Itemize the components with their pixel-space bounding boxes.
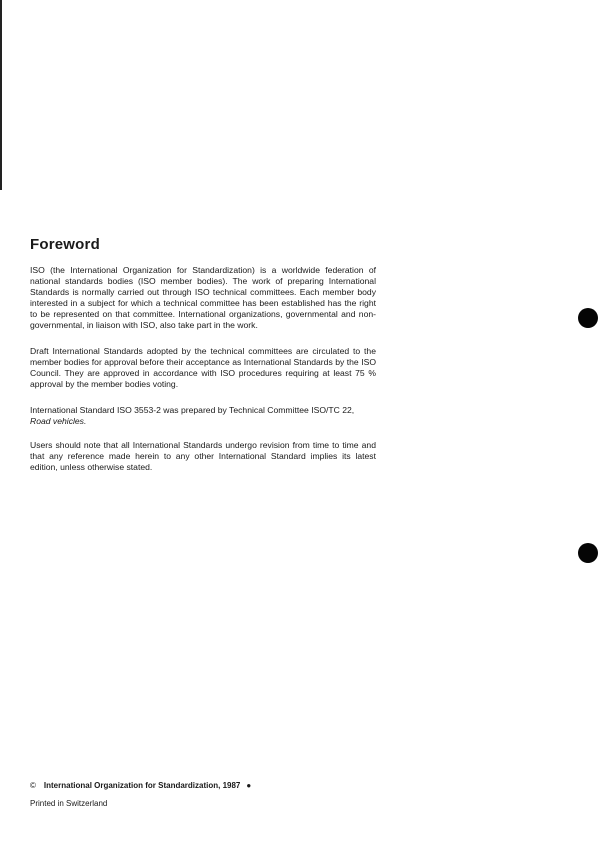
foreword-heading: Foreword xyxy=(30,236,100,253)
foreword-paragraph-2: Draft International Standards adopted by the technical committees are circulated to the member bodies for approval before their acceptance as International Standards by the ISO Council. They are approved in accordance with ISO procedures requiring at least 75 % approval by the member bodies voting. xyxy=(30,346,376,389)
printed-in-text: Printed in Switzerland xyxy=(30,799,108,808)
foreword-paragraph-3 xyxy=(30,405,376,427)
bullet-icon: ● xyxy=(246,781,252,790)
copyright-line xyxy=(30,781,251,790)
page-edge-line xyxy=(0,0,2,190)
punch-hole-icon xyxy=(578,308,598,328)
punch-hole-icon xyxy=(578,543,598,563)
paragraph-3-committee-name: Road vehicles. xyxy=(30,416,87,426)
copyright-text: International Organization for Standardization, 1987 xyxy=(43,781,241,790)
copyright-icon: © xyxy=(30,781,36,790)
foreword-paragraph-4: Users should note that all International Standards undergo revision from time to time and that any reference made herein to any other International Standard implies its latest edition, unless otherwise stated. xyxy=(30,440,376,472)
foreword-paragraph-1: ISO (the International Organization for Standardization) is a worldwide federation of national standards bodies (ISO member bodies). The work of preparing International Standards is normally carried out through ISO technical committees. Each member body interested in a subject for which a technical committee has been established has the right to be represented on that committee. International organizations, governmental and non-governmental, in liaison with ISO, also take part in the work. xyxy=(30,265,376,330)
paragraph-3-text: International Standard ISO 3553-2 was prepared by Technical Committee ISO/TC 22, xyxy=(30,405,355,415)
